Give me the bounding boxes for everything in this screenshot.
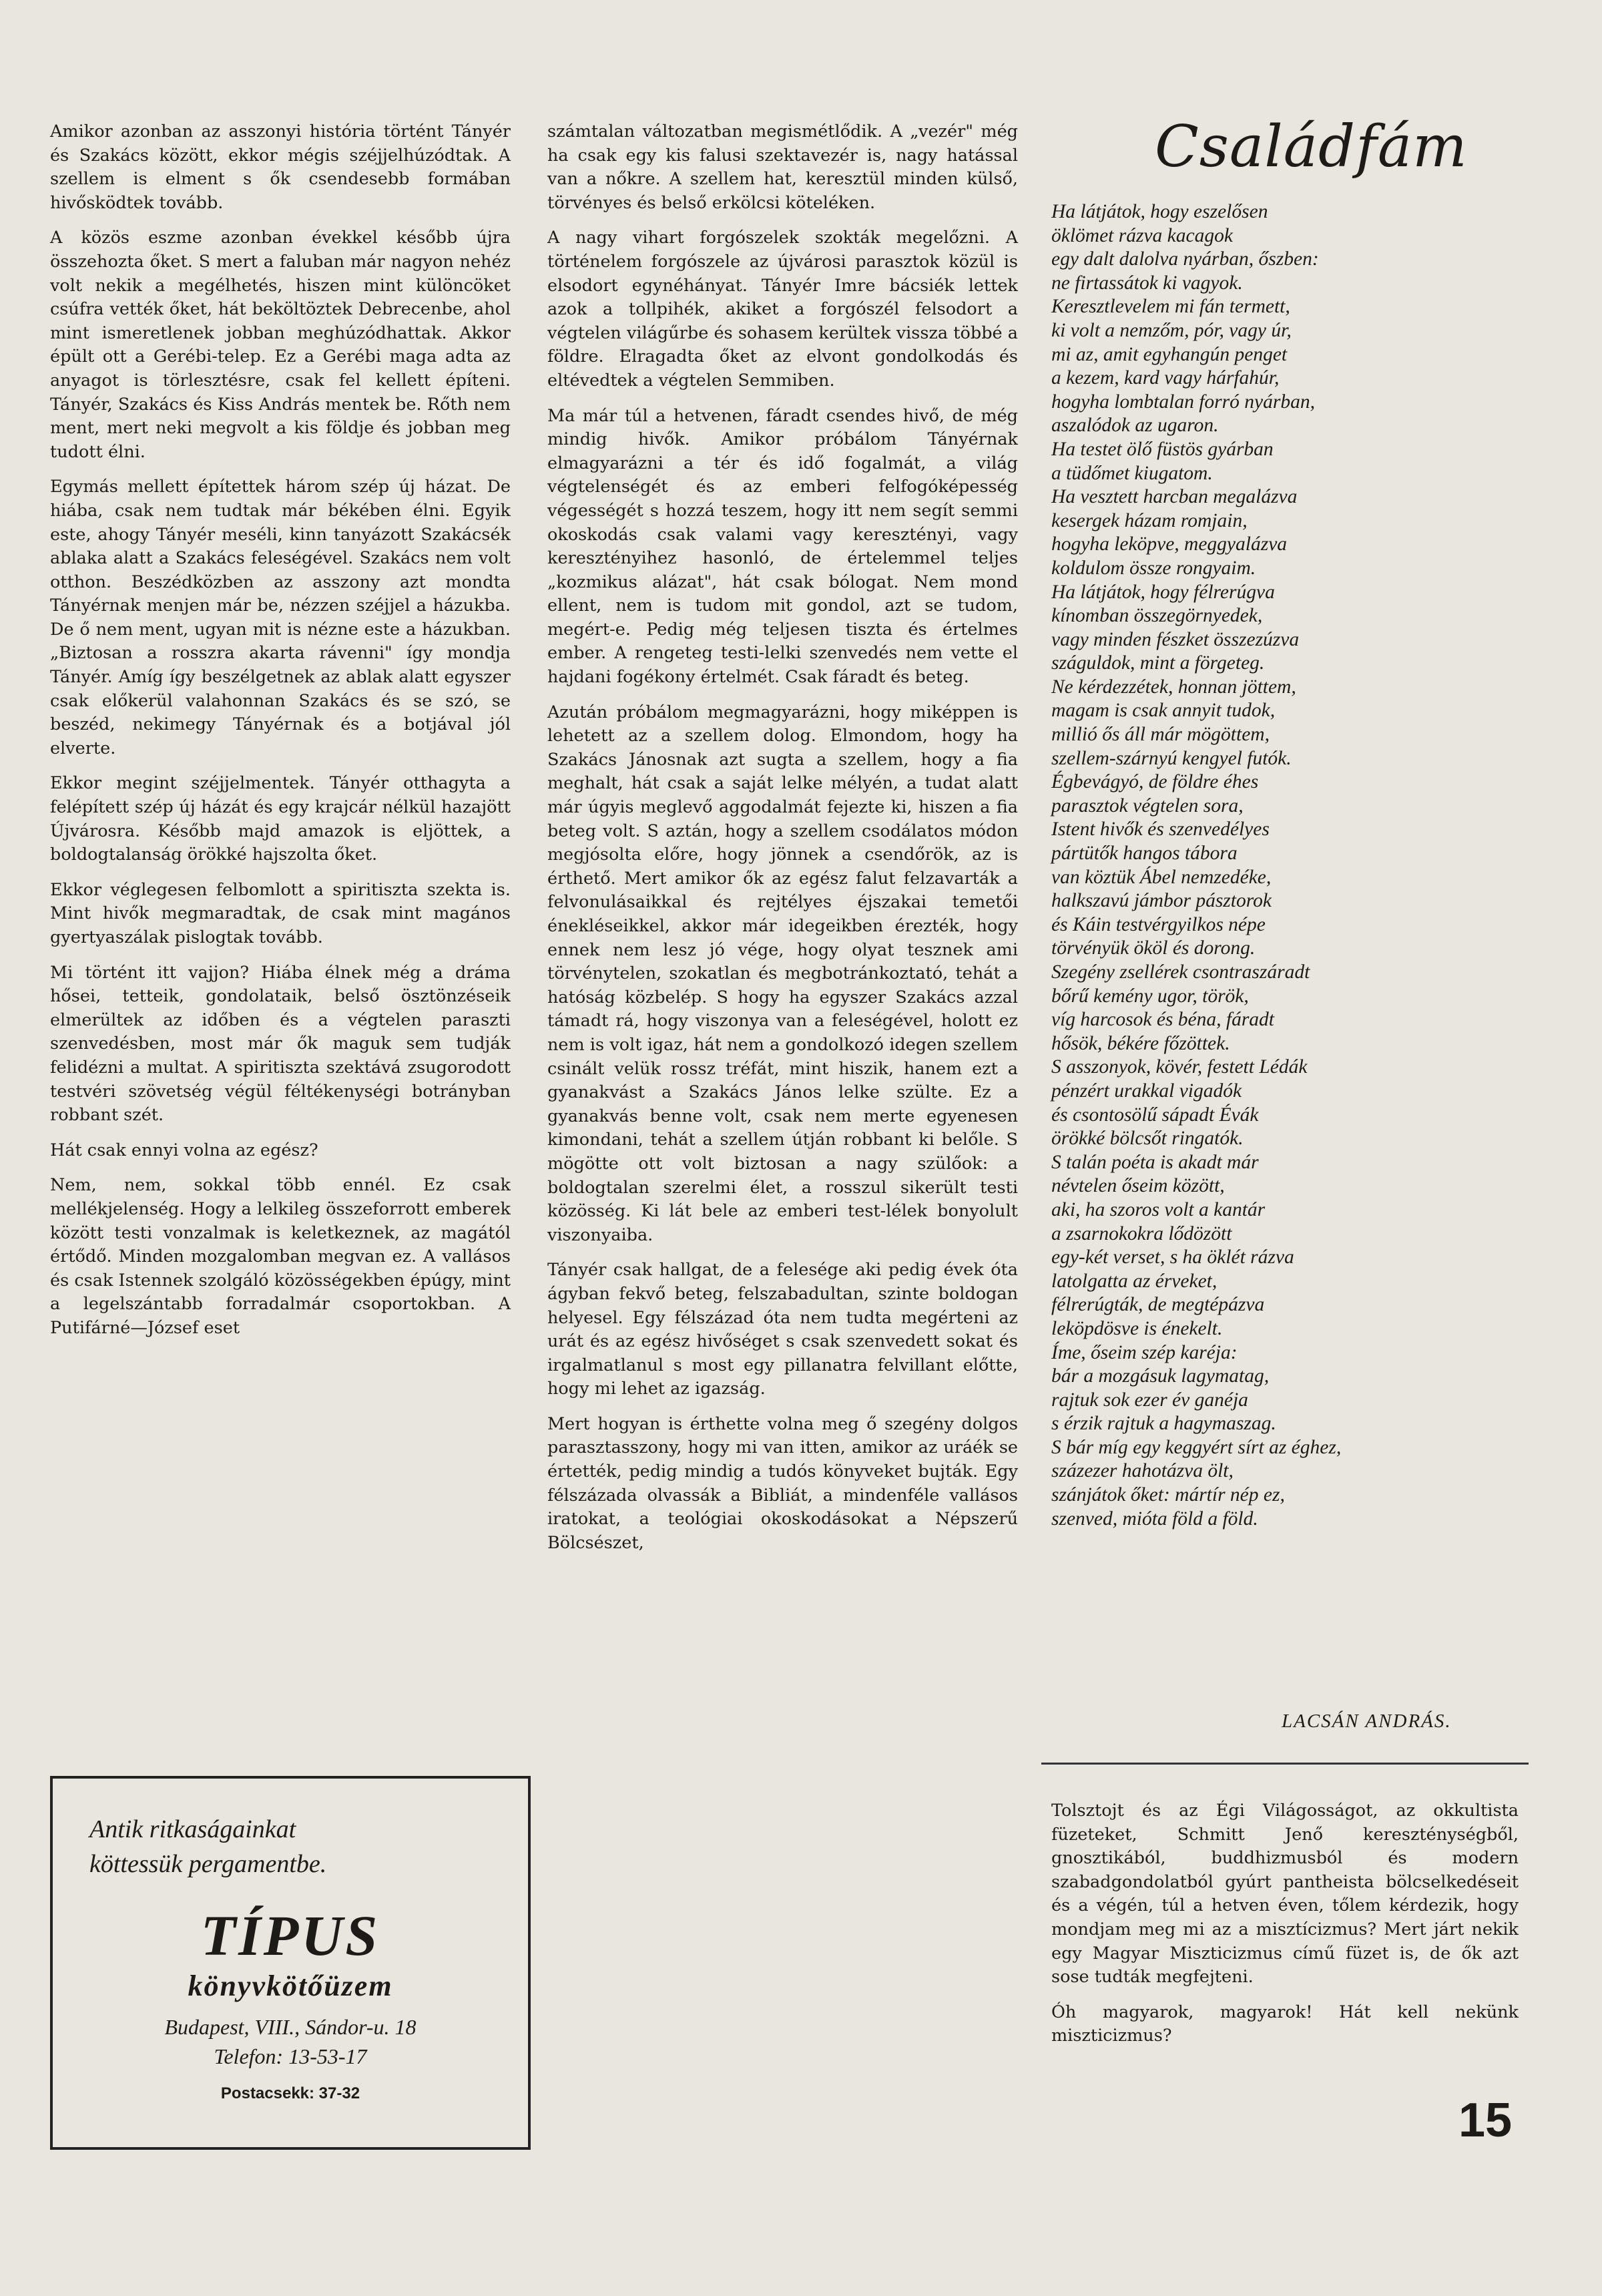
poem-line: aki, ha szoros volt a kantár xyxy=(1051,1198,1266,1220)
poem-line: szellem-szárnyú kengyel futók. xyxy=(1051,747,1292,769)
poem-line: szánjátok őket: mártír nép ez, xyxy=(1051,1484,1285,1506)
article-column-middle xyxy=(547,120,1018,1555)
poem-line: öklömet rázva kacagok xyxy=(1051,224,1233,246)
poem-line: örökké bölcsőt ringatók. xyxy=(1051,1128,1244,1150)
poem-line: koldulom össze rongyaim. xyxy=(1051,557,1256,579)
article-paragraph: Mert hogyan is érthette volna meg ő szegény dolgos parasztasszony, hogy mi van itten, amikor az uráék se értették, pedig mindig a tudós könyveket bujták. Egy félszázada olvassák a Bibliát, a mindenféle vallásos iratokat, a teológiai okoskodásokat a Népszerű Bölcsészet, xyxy=(547,1413,1018,1553)
poem-line: Keresztlevelem mi fán termett, xyxy=(1051,296,1290,318)
poem-line: S talán poéta is akadt már xyxy=(1051,1151,1259,1173)
poem-line: Ha látjátok, hogy félrerúgva xyxy=(1051,581,1275,603)
poem-line: törvényük ököl és dorong. xyxy=(1051,937,1256,959)
poem-line: a zsarnokokra lődözött xyxy=(1051,1222,1232,1244)
article-column-right xyxy=(1051,1799,1519,2048)
poem-line: hogyha lombtalan forró nyárban, xyxy=(1051,391,1315,413)
advertisement-box xyxy=(50,1776,531,2150)
page-number: 15 xyxy=(1458,2094,1513,2147)
article-paragraph: Hát csak ennyi volna az egész? xyxy=(50,1140,318,1160)
poem-line: ki volt a nemzőm, pór, vagy úr, xyxy=(1051,319,1292,341)
article-paragraph: Ekkor véglegesen felbomlott a spiritiszta szekta is. Mint hivők megmaradtak, de csak mint magános gyertyaszálak pislogtak tovább. xyxy=(50,879,511,947)
poem-author: LACSÁN ANDRÁS. xyxy=(1282,1710,1452,1732)
poem-line: S asszonyok, kövér, festett Lédák xyxy=(1051,1056,1308,1078)
poem-line: és csontosölű sápadt Évák xyxy=(1051,1104,1259,1126)
ad-brand-name: TÍPUS xyxy=(200,1903,380,1968)
poem-line: hogyha leköpve, meggyalázva xyxy=(1051,533,1288,555)
poem-line: leköpdösve is énekelt. xyxy=(1051,1317,1223,1339)
poem-line: parasztok végtelen sora, xyxy=(1051,794,1244,817)
poem-line: bőrű kemény ugor, török, xyxy=(1051,985,1249,1007)
poem-line: félrerúgták, de megtépázva xyxy=(1051,1294,1265,1316)
article-paragraph: Egymás mellett építettek három szép új házat. De hiába, csak nem tudtak már békében élni. Egyik este, ahogy Tányér meséli, kinn tanyázott Szakácsék ablaka alatt a Szakács feleségével. Szakács nem volt otthon. Beszédközben az asszony azt mondta Tányérnak menjen már be, nézzen széjjel a házukba. De ő nem ment, ugyan mit is nézne este a házukban. „Biztosan a rosszra akarta rávenni" így mondja Tányér. Amíg így beszélgetnek az ablak alatt egyszer csak előkerül valahonnan Szakács és se szó, se beszéd, nekimegy Tányérnak és a botjával jól elverte. xyxy=(50,477,511,758)
poem-line: egy dalt dalolva nyárban, őszben: xyxy=(1051,248,1319,270)
poem-line: latolgatta az érveket, xyxy=(1051,1270,1218,1292)
poem-line: millió ős áll már mögöttem, xyxy=(1051,724,1270,746)
article-paragraph: Mi történt itt vajjon? Hiába élnek még a dráma hősei, tetteik, gondolataik, belső ösztönzéseik elmerültek az időben és a végtelen paraszti szenvedésben, most már ők maguk sem tudják felidézni a multat. A spiritiszta szektává zsugorodott testvéri szövetség végül féltékenységi botrányban robbant szét. xyxy=(50,962,511,1126)
article-paragraph: Óh magyarok, magyarok! Hát kell nekünk miszticizmus? xyxy=(1051,2002,1519,2046)
poem-line: rajtuk sok ezer év ganéja xyxy=(1051,1389,1248,1411)
poem-line: pénzért urakkal vigadók xyxy=(1051,1080,1242,1102)
poem-title: Családfám xyxy=(1155,113,1468,180)
poem-line: százezer hahotázva ölt, xyxy=(1051,1460,1234,1482)
article-paragraph: A közös eszme azonban évekkel később újra összehozta őket. S mert a faluban már nagyon nehéz volt nekik a megélhetés, hiszen mint különcöket csúfra vették őket, hát beköltöztek Debrecenbe, ahol mint ismeretlenek jobban meghúzódhattak. Akkor épült ott a Gerébi-telep. Ez a Gerébi maga adta az anyagot is törlesztésre, csak fel kellett építeni. Tányér, Szakács és Kiss András mentek be. Rőth nem ment, mert neki megvolt a kis földje és jobban meg tudott élni. xyxy=(50,228,511,462)
ad-slogan xyxy=(89,1812,326,1881)
poem-line: pártütők hangos tábora xyxy=(1051,843,1238,865)
poem-line: szenved, mióta föld a föld. xyxy=(1051,1508,1258,1530)
article-paragraph: Ekkor megint széjjelmentek. Tányér otthagyta a felépített szép új házát és egy krajcár nélkül hazajött Újvárosra. Később majd amazok is eljöttek, a boldogtalanság örökké hajszolta őket. xyxy=(50,773,511,865)
article-column-left xyxy=(50,120,511,1341)
poem-line: aszalódok az ugaron. xyxy=(1051,415,1219,437)
ad-address: Budapest, VIII., Sándor-u. 18 xyxy=(164,2015,417,2039)
poem-line: Égbevágyó, de földre éhes xyxy=(1051,771,1259,793)
ad-contact xyxy=(53,2012,528,2071)
poem-body xyxy=(1051,200,1519,1531)
poem-line: vagy minden fészket összezúzva xyxy=(1051,628,1300,650)
article-paragraph: Nem, nem, sokkal több ennél. Ez csak mellékjelenség. Hogy a lelkileg összeforrott emberek között testi vonzalmak is keletkeznek, az magától értődő. Minden mozgalomban megvan ez. A vallásos és csak Istennek szolgáló közösségekben épúgy, mint a legelszántabb forradalmár csoportokban. A Putifárné—József eset xyxy=(50,1175,511,1338)
article-paragraph: A nagy vihart forgószelek szokták megelőzni. A történelem forgószele az újvárosi parasztok közül is elsodort egynéhányat. Tányér Imre bácsiék lettek azok a tollpihék, akiket a forgószél felsodort a végtelen világűrbe és sohasem kerültek vissza többé a földre. Elragadta őket az elvont gondolkodás és eltévedtek a végtelen Semmiben. xyxy=(547,228,1018,391)
poem-line: száguldok, mint a förgeteg. xyxy=(1051,652,1265,674)
ad-postal-cheque: Postacsekk: 37-32 xyxy=(220,2084,360,2102)
poem-line: bár a mozgásuk lagymatag, xyxy=(1051,1365,1270,1387)
article-paragraph: számtalan változatban megismétlődik. A „vezér" még ha csak egy kis falusi szektavezér is, nagy hatással van a nőkre. A szellem hat, keresztül minden külső, törvényes és belső erkölcsi köteléken. xyxy=(547,122,1018,213)
divider xyxy=(1041,1763,1529,1765)
poem-line: Ne kérdezzétek, honnan jöttem, xyxy=(1051,676,1296,698)
poem-line: és Káin testvérgyilkos népe xyxy=(1051,913,1266,935)
ad-phone: Telefon: 13-53-17 xyxy=(214,2044,367,2068)
article-paragraph: Tányér csak hallgat, de a felesége aki pedig évek óta ágyban fekvő beteg, felszabadultan, szinte boldogan helyesel. Egy félszázad óta nem tudta megérteni az urát és az egész hivőséget s csak szenvedett sokat és irgalmatlanul s most egy pillanatra felvillant előtte, hogy mi lehet az igazság. xyxy=(547,1260,1018,1399)
poem-line: van köztük Ábel nemzedéke, xyxy=(1051,866,1272,888)
article-paragraph: Azután próbálom megmagyarázni, hogy miképpen is lehetett az a szellem dolog. Elmondom, hogy ha Szakács Jánosnak azt sugta a szellem, hogy a fia meghalt, hát csak a saját lelke mélyén, a tudat alatt már úgyis meglevő aggodalmát fejezte ki, hiszen a fia beteg volt. S aztán, hogy a szellem csodálatos módon megjósolta előre, hogy jönnek a csendőrök, az is érthető. Mert amikor ők az egész falut felzavarták a felvonulásaikkal és rejtélyes éjszakai temetői énekléseikkel, akkor már idegeikben érezték, hogy ennek nem lesz jó vége, hogy olyat tesznek ami törvénytelen, szokatlan és megbotránkoztató, tehát a hatóság közbelép. S hogy ha egyszer Szakács azzal támadt rá, hogy viszonya van a feleségével, holott ez nem is volt igaz, hát nem a gondolkozó idegen szellem csinált velük rossz tréfát, mint hiszik, hanem ezt a gyanakvást a Szakács János lelke szülte. Ez a gyanakvás benne volt, csak nem merte egyenesen kimondani, tehát a szellem útján robbant ki belőle. S mögötte ott volt biztosan a nagy szülőok: a boldogtalan szerelmi élet, a rosszul sikerült testi közösség. Ki lát bele az emberi test-lélek bonyolult viszonyaiba. xyxy=(547,702,1018,1245)
poem-line: kínomban összegörnyedek, xyxy=(1051,605,1263,627)
poem-line: S bár míg egy keggyért sírt az éghez, xyxy=(1051,1436,1342,1458)
ad-subtitle: könyvkötőüzem xyxy=(188,1970,393,2002)
ad-slogan-line: Antik ritkaságainkat xyxy=(89,1815,296,1843)
poem-line: egy-két verset, s ha öklét rázva xyxy=(1051,1246,1294,1269)
poem-line: névtelen őseim között, xyxy=(1051,1175,1225,1197)
poem-line: hősök, békére főzöttek. xyxy=(1051,1032,1230,1054)
poem-line: a tüdőmet kiugatom. xyxy=(1051,462,1213,484)
poem-line: s érzik rajtuk a hagymaszag. xyxy=(1051,1413,1276,1435)
poem-line: magam is csak annyit tudok, xyxy=(1051,700,1276,722)
poem-line: a kezem, kard vagy hárfahúr, xyxy=(1051,367,1280,389)
poem-line: Ha vesztett harcban megalázva xyxy=(1051,486,1298,508)
article-paragraph: Tolsztojt és az Égi Világosságot, az okkultista füzeteket, Schmitt Jenő kereszténységből, gnosztikából, buddhizmusból és modern szabadgondolatból gyúrt pantheista bölcselkedéseit és a végén, túl a hetven éven, tőlem kérdezik, hogy mondjam meg mi az a misztícizmus? Mert járt nekik egy Magyar Miszticizmus című füzet is, de ők azt sose tudták megfejteni. xyxy=(1051,1801,1519,1988)
poem-line: Íme, őseim szép karéja: xyxy=(1051,1341,1238,1363)
article-paragraph: Ma már túl a hetvenen, fáradt csendes hivő, de még mindig hivők. Amikor próbálom Tányérnak elmagyarázni a tér és idő fogalmát, a világ végtelenségét és az emberi felfogóképesség végességét s hozzá teszem, hogy itt nem segít semmi okoskodás csak valami vagy keresztényi, vagy keresztényihez hasonló, de értelemmel teljes „kozmikus alázat", hát csak bólogat. Nem mond ellent, nem is tudom mit gondol, azt se tudom, megért-e. Pedig még teljesen tiszta és értelmes ember. A rengeteg testi-lelki szenvedés nem vette el hajdani fogékony értelmét. Csak fáradt és beteg. xyxy=(547,405,1018,688)
poem-line: mi az, amit egyhangún penget xyxy=(1051,343,1288,365)
poem-line: Ha látjátok, hogy eszelősen xyxy=(1051,201,1268,222)
poem-line: Istent hivők és szenvedélyes xyxy=(1051,819,1270,841)
ad-slogan-line: köttessük pergamentbe. xyxy=(89,1850,327,1878)
poem-line: víg harcosok és béna, fáradt xyxy=(1051,1009,1275,1031)
poem-line: kesergek házam romjain, xyxy=(1051,509,1248,531)
poem-line: Ha testet ölő füstös gyárban xyxy=(1051,438,1274,460)
poem-line: halkszavú jámbor pásztorok xyxy=(1051,890,1272,912)
article-paragraph: Amikor azonban az asszonyi história történt Tányér és Szakács között, ekkor mégis széjjelhúzódtak. A szellem is elment s ők csendesebb formában hivősködtek tovább. xyxy=(50,122,511,213)
poem-line: ne firtassátok ki vagyok. xyxy=(1051,272,1243,294)
poem-line: Szegény zsellérek csontraszáradt xyxy=(1051,961,1310,983)
